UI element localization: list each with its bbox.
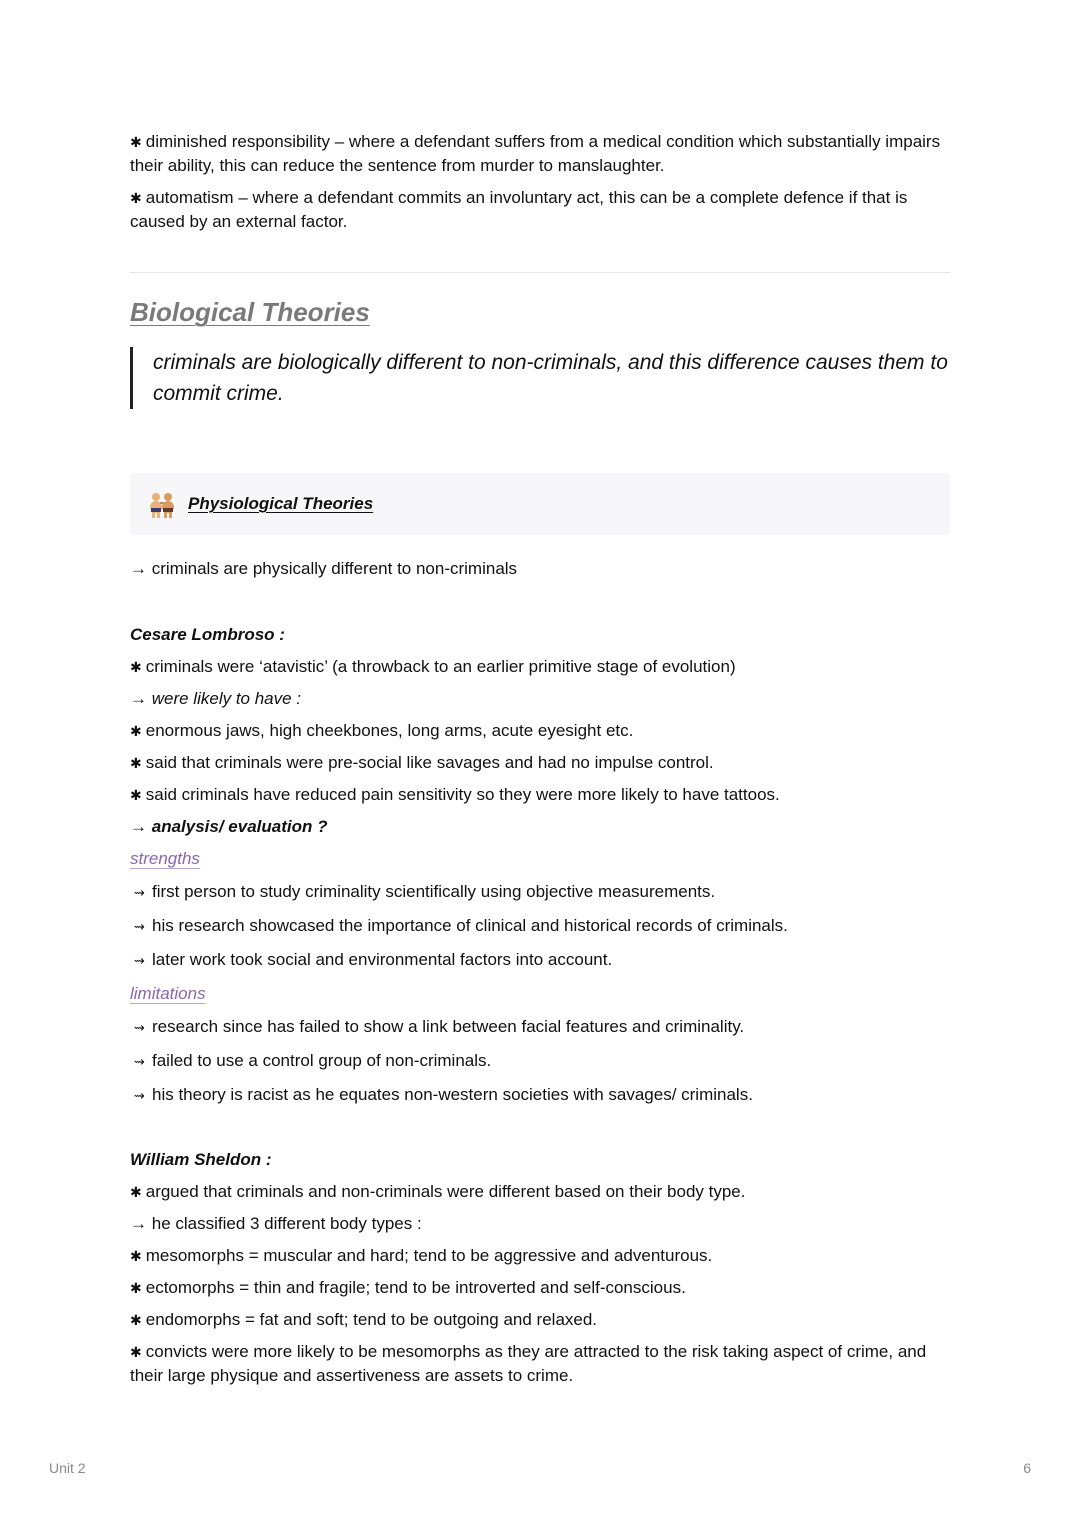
sumo-wrestlers-icon: [146, 488, 178, 520]
limitation-item: ⇝ research since has failed to show a link between facial features and criminality.: [130, 1015, 950, 1040]
bullet-star-icon: ✱: [130, 659, 142, 675]
strength-item: ⇝ his research showcased the importance of clinical and historical records of criminals.: [130, 914, 950, 939]
bullet-item: ✱ diminished responsibility – where a defendant suffers from a medical condition which substantially impairs their ability, this can reduce the sentence from murder to manslaughter.: [130, 132, 941, 175]
strengths-label: strengths: [130, 849, 200, 868]
bullet-item: ✱ endomorphs = fat and soft; tend to be outgoing and relaxed.: [130, 1310, 598, 1329]
callout-box: [130, 473, 950, 535]
bullet-item: ✱ convicts were more likely to be mesomorphs as they are attracted to the risk taking aspect of crime, and their large physique and assertiveness are assets to crime.: [130, 1342, 927, 1385]
arrow-right-icon: →: [130, 559, 152, 578]
page-content: [130, 130, 950, 1396]
limitations-label: limitations: [130, 984, 206, 1003]
squiggle-arrow-icon: ⇝: [134, 953, 145, 968]
bullet-item: ✱ automatism – where a defendant commits an involuntary act, this can be a complete defence if that is caused by an external factor.: [130, 188, 908, 231]
bullet-star-icon: ✱: [130, 1344, 142, 1360]
bullet-star-icon: ✱: [130, 1248, 142, 1264]
squiggle-arrow-icon: ⇝: [134, 885, 145, 900]
bullet-star-icon: ✱: [130, 1184, 142, 1200]
bullet-item: ✱ said that criminals were pre-social like savages and had no impulse control.: [130, 753, 714, 772]
bullet-item: ✱ criminals were ‘atavistic’ (a throwback to an earlier primitive stage of evolution): [130, 657, 736, 676]
footer-unit-label: Unit 2: [49, 1460, 86, 1476]
bullet-item: ✱ argued that criminals and non-criminals were different based on their body type.: [130, 1182, 746, 1201]
summary-line: → criminals are physically different to non-criminals: [130, 559, 518, 578]
arrow-line: → he classified 3 different body types :: [130, 1214, 422, 1233]
arrow-right-icon: →: [130, 1214, 152, 1233]
bullet-star-icon: ✱: [130, 755, 142, 771]
strength-item: ⇝ later work took social and environmental factors into account.: [130, 948, 950, 973]
bullet-item: ✱ enormous jaws, high cheekbones, long arms, acute eyesight etc.: [130, 721, 634, 740]
callout-title: Physiological Theories: [188, 494, 374, 513]
squiggle-arrow-icon: ⇝: [134, 1054, 145, 1069]
bullet-star-icon: ✱: [130, 134, 142, 150]
theorist-name-lombroso: Cesare Lombroso :: [130, 625, 285, 644]
bullet-star-icon: ✱: [130, 1312, 142, 1328]
strength-item: ⇝ first person to study criminality scientifically using objective measurements.: [130, 880, 950, 905]
bullet-star-icon: ✱: [130, 190, 142, 206]
bullet-star-icon: ✱: [130, 787, 142, 803]
bullet-star-icon: ✱: [130, 723, 142, 739]
squiggle-arrow-icon: ⇝: [134, 1020, 145, 1035]
squiggle-arrow-icon: ⇝: [134, 919, 145, 934]
squiggle-arrow-icon: ⇝: [134, 1088, 145, 1103]
section-divider: [130, 272, 950, 273]
bullet-item: ✱ said criminals have reduced pain sensitivity so they were more likely to have tattoos.: [130, 785, 780, 804]
bullet-star-icon: ✱: [130, 1280, 142, 1296]
footer-page-number: 6: [1023, 1460, 1031, 1476]
section-title: Biological Theories: [130, 297, 370, 327]
limitation-item: ⇝ failed to use a control group of non-criminals.: [130, 1049, 950, 1074]
bullet-item: ✱ ectomorphs = thin and fragile; tend to be introverted and self-conscious.: [130, 1278, 686, 1297]
theorist-name-sheldon: William Sheldon :: [130, 1150, 272, 1169]
arrow-right-icon: →: [130, 817, 152, 836]
arrow-line: → analysis/ evaluation ?: [130, 817, 328, 836]
arrow-right-icon: →: [130, 689, 152, 708]
section-quote: criminals are biologically different to non-criminals, and this difference causes them to commit crime.: [130, 347, 950, 409]
limitation-item: ⇝ his theory is racist as he equates non-western societies with savages/ criminals.: [130, 1083, 950, 1108]
bullet-item: ✱ mesomorphs = muscular and hard; tend to be aggressive and adventurous.: [130, 1246, 713, 1265]
arrow-line: → were likely to have :: [130, 689, 302, 708]
